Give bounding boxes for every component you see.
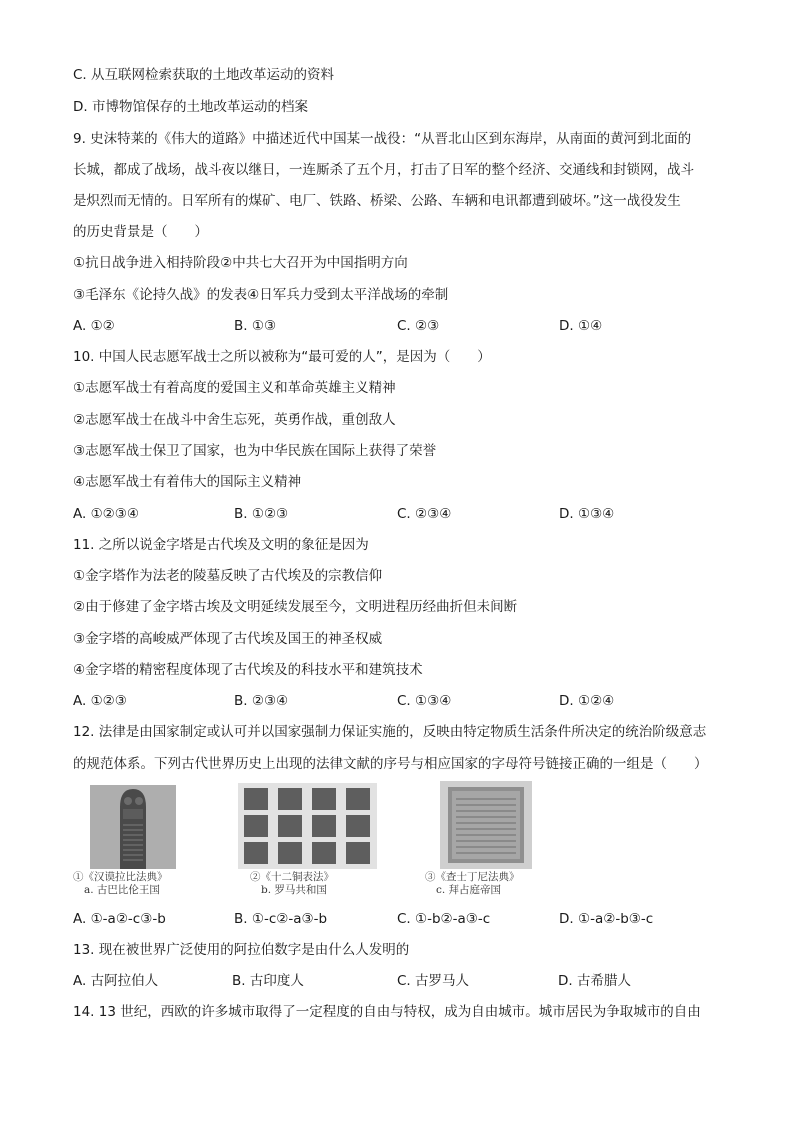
q12-option-a[interactable]: A. ①-a②-c③-b	[73, 911, 166, 927]
q9-stem-line1: 9. 史沫特莱的《伟大的道路》中描述近代中国某一战役：“从晋北山区到东海岸，从南面的黄河到北面的	[73, 131, 692, 147]
q11-option-d[interactable]: D. ①②④	[559, 693, 615, 709]
q9-stem-line2: 长城，都成了战场，战斗夜以继日，一连厮杀了五个月，打击了日军的整个经济、交通线和封锁网，战斗	[73, 162, 694, 178]
q10-statement-3: ③志愿军战士保卫了国家，也为中华民族在国际上获得了荣誉	[73, 443, 437, 459]
q9-stem-line4: 的历史背景是（ ）	[73, 224, 208, 240]
q11-option-c[interactable]: C. ①③④	[397, 693, 452, 709]
q9-option-a[interactable]: A. ①②	[73, 318, 115, 334]
q9-statement-2: ③毛泽东《论持久战》的发表④日军兵力受到太平洋战场的牵制	[73, 287, 449, 303]
q10-options	[73, 505, 733, 523]
q14-stem: 14. 13 世纪，西欧的许多城市取得了一定程度的自由与特权，成为自由城市。城市居民为争取城市的自由	[73, 1004, 701, 1020]
q10-statement-4: ④志愿军战士有着伟大的国际主义精神	[73, 474, 302, 490]
q12-option-b[interactable]: B. ①-c②-a③-b	[234, 911, 328, 927]
q11-statement-1: ①金字塔作为法老的陵墓反映了古代埃及的宗教信仰	[73, 568, 383, 584]
q9-options	[73, 317, 733, 335]
q9-option-d[interactable]: D. ①④	[559, 318, 603, 334]
option-d-line: D. 市博物馆保存的土地改革运动的档案	[73, 99, 308, 115]
q13-option-b[interactable]: B. 古印度人	[232, 973, 304, 989]
q9-statement-1: ①抗日战争进入相持阶段②中共七大召开为中国指明方向	[73, 255, 408, 271]
figure-1-title: ①《汉谟拉比法典》	[73, 871, 168, 883]
figure-3-label: c. 拜占庭帝国	[436, 884, 502, 896]
q12-option-d[interactable]: D. ①-a②-b③-c	[559, 911, 654, 927]
q13-stem: 13. 现在被世界广泛使用的阿拉伯数字是由什么人发明的	[73, 942, 410, 958]
q13-option-c[interactable]: C. 古罗马人	[397, 973, 470, 989]
hammurabi-stele-image	[90, 785, 176, 869]
q11-option-b[interactable]: B. ②③④	[234, 693, 289, 709]
q9-option-c[interactable]: C. ②③	[397, 318, 440, 334]
q9-option-b[interactable]: B. ①③	[234, 318, 277, 334]
q11-options	[73, 692, 733, 710]
q11-statement-4: ④金字塔的精密程度体现了古代埃及的科技水平和建筑技术	[73, 662, 423, 678]
q11-stem: 11. 之所以说金字塔是古代埃及文明的象征是因为	[73, 537, 369, 553]
figure-2-label: b. 罗马共和国	[261, 884, 327, 896]
figure-2-title: ②《十二铜表法》	[250, 871, 334, 883]
figure-1-label: a. 古巴比伦王国	[84, 884, 160, 896]
q12-stem-line1: 12. 法律是由国家制定或认可并以国家强制力保证实施的，反映由特定物质生活条件所决定的统治阶级意志	[73, 724, 707, 740]
q13-option-d[interactable]: D. 古希腊人	[558, 973, 631, 989]
q10-statement-1: ①志愿军战士有着高度的爱国主义和革命英雄主义精神	[73, 380, 396, 396]
q10-option-b[interactable]: B. ①②③	[234, 506, 289, 522]
twelve-tables-image	[238, 783, 377, 869]
figure-3-title: ③《查士丁尼法典》	[425, 871, 520, 883]
q13-options	[73, 972, 733, 990]
q12-stem-line2: 的规范体系。下列古代世界历史上出现的法律文献的序号与相应国家的字母符号链接正确的一组是（ ）	[73, 756, 708, 772]
q10-stem: 10. 中国人民志愿军战士之所以被称为“最可爱的人”，是因为（ ）	[73, 349, 491, 365]
q10-statement-2: ②志愿军战士在战斗中舍生忘死，英勇作战，重创敌人	[73, 412, 396, 428]
q12-option-c[interactable]: C. ①-b②-a③-c	[397, 911, 491, 927]
q11-statement-3: ③金字塔的高峻威严体现了古代埃及国王的神圣权威	[73, 631, 383, 647]
q12-options	[73, 910, 733, 928]
q11-statement-2: ②由于修建了金字塔古埃及文明延续发展至今，文明进程历经曲折但未间断	[73, 599, 518, 615]
option-c-line: C. 从互联网检索获取的土地改革运动的资料	[73, 67, 335, 83]
q10-option-d[interactable]: D. ①③④	[559, 506, 615, 522]
q10-option-a[interactable]: A. ①②③④	[73, 506, 139, 522]
q11-option-a[interactable]: A. ①②③	[73, 693, 127, 709]
q13-option-a[interactable]: A. 古阿拉伯人	[73, 973, 159, 989]
justinian-code-image	[440, 781, 532, 869]
q10-option-c[interactable]: C. ②③④	[397, 506, 452, 522]
q9-stem-line3: 是炽烈而无情的。日军所有的煤矿、电厂、铁路、桥梁、公路、车辆和电讯都遭到破坏。”这一战役发生	[73, 193, 681, 209]
